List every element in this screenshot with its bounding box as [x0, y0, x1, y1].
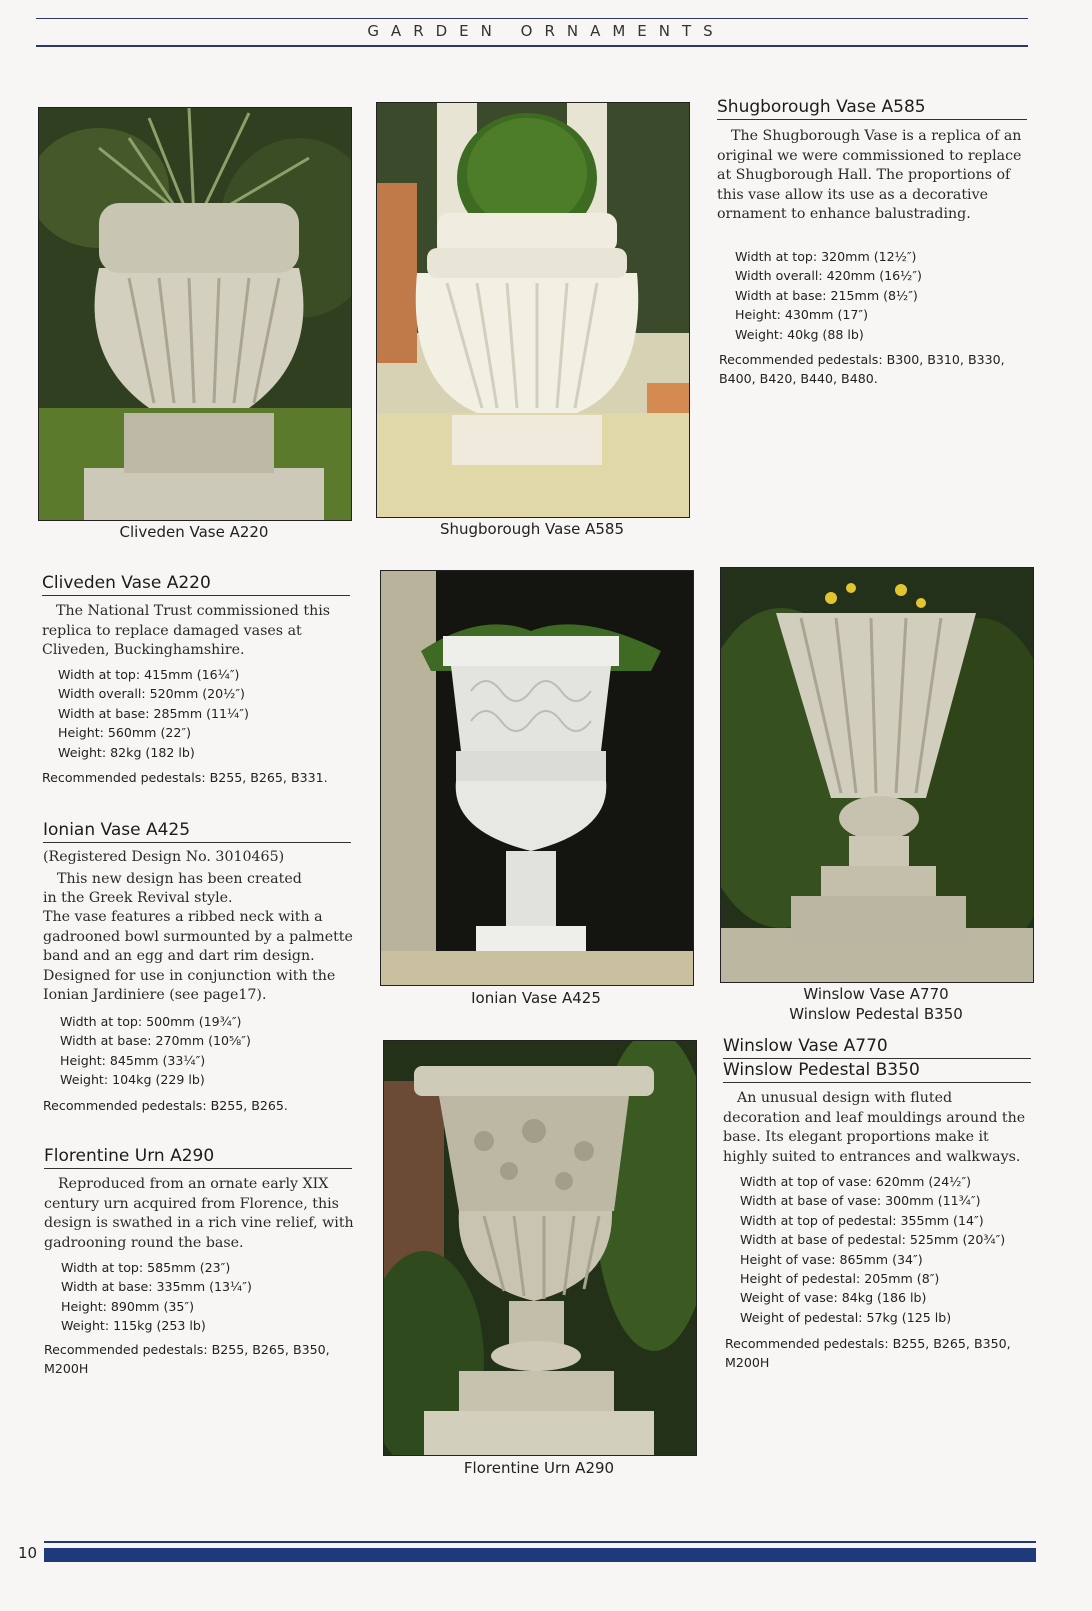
florentine-description: Reproduced from an ornate early XIX century urn acquired from Florence, this design is swathed in a rich vine relief, with gadrooning round the base.: [44, 1176, 354, 1251]
spec-line: Width at base of pedestal: 525mm (20¾″): [740, 1232, 1006, 1248]
spec-line: Width at top: 585mm (23″): [61, 1260, 231, 1275]
footer-bar: [44, 1548, 1036, 1562]
florentine-specs: [61, 1258, 252, 1336]
page-number: 10: [18, 1544, 38, 1562]
ionian-description: The vase features a ribbed neck with a gadrooned bowl surmounted by a palmette band and an egg and dart rim design. Designed for use in conjunction with the Ionian Jardiniere (see page17).: [43, 909, 353, 1003]
winslow-vase-title: Winslow Vase A770: [723, 1036, 1031, 1059]
spec-line: Width at top: 320mm (12½″): [735, 249, 917, 264]
spec-line: Width at base of vase: 300mm (11¾″): [740, 1193, 981, 1209]
cliveden-photo-caption: Cliveden Vase A220: [119, 523, 269, 541]
spec-line: Width at top: 500mm (19¾″): [60, 1014, 242, 1029]
ionian-registered-design: (Registered Design No. 3010465): [43, 849, 285, 865]
spec-line: Width at base: 335mm (13¼″): [61, 1279, 252, 1295]
spec-line: Width overall: 420mm (16½″): [735, 268, 922, 284]
cliveden-specs: [58, 665, 249, 762]
cliveden-title: Cliveden Vase A220: [42, 573, 350, 596]
spec-line: Width at base: 285mm (11¼″): [58, 705, 249, 721]
ionian-description-line1: This new design has been created: [57, 871, 302, 887]
ionian-description-line2: in the Greek Revival style.: [43, 890, 233, 906]
florentine-title: Florentine Urn A290: [44, 1146, 352, 1169]
winslow-pedestal-title: Winslow Pedestal B350: [723, 1060, 1031, 1083]
shugborough-description: The Shugborough Vase is a replica of an original we were commissioned to replace at Shugborough Hall. The proportions of this vase allow its use as a decorative ornament to enhance balustrading.: [717, 128, 1022, 222]
ionian-specs: [60, 1012, 251, 1090]
spec-line: Height of pedestal: 205mm (8″): [740, 1271, 940, 1287]
winslow-caption-line1: Winslow Vase A770: [803, 985, 949, 1003]
spec-line: Height: 845mm (33¼″): [60, 1052, 206, 1068]
spec-line: Height: 560mm (22″): [58, 725, 192, 741]
cliveden-vase-photo: [38, 107, 352, 521]
florentine-recommended-pedestals: Recommended pedestals: B255, B265, B350, M200H: [44, 1342, 330, 1377]
winslow-description: An unusual design with fluted decoration and leaf mouldings around the base. Its elegant proportions make it highly suited to entrances and walkways.: [723, 1090, 1026, 1165]
shugborough-specs: [735, 247, 922, 344]
header-rule-bottom: [36, 45, 1028, 47]
ionian-photo-caption: Ionian Vase A425: [471, 989, 601, 1007]
spec-line: Width at top of vase: 620mm (24½″): [740, 1174, 972, 1189]
shugborough-title: Shugborough Vase A585: [717, 97, 1027, 120]
ionian-title: Ionian Vase A425: [43, 820, 351, 843]
page-header-title: GARDEN ORNAMENTS: [367, 22, 725, 40]
header-rule-top: [36, 18, 1028, 19]
spec-line: Height: 890mm (35″): [61, 1298, 195, 1314]
spec-line: Weight: 40kg (88 lb): [735, 326, 864, 342]
spec-line: Width at top of pedestal: 355mm (14″): [740, 1212, 984, 1228]
winslow-recommended-pedestals: Recommended pedestals: B255, B265, B350, M200H: [725, 1336, 1011, 1371]
ionian-vase-photo: [380, 570, 694, 986]
winslow-caption-line2: Winslow Pedestal B350: [789, 1005, 963, 1023]
spec-line: Width overall: 520mm (20½″): [58, 686, 245, 702]
spec-line: Height: 430mm (17″): [735, 307, 869, 323]
spec-line: Weight of vase: 84kg (186 lb): [740, 1290, 927, 1306]
spec-line: Weight: 104kg (229 lb): [60, 1072, 205, 1088]
footer-rule: [44, 1541, 1036, 1543]
spec-line: Weight of pedestal: 57kg (125 lb): [740, 1309, 952, 1325]
cliveden-description: The National Trust commissioned this replica to replace damaged vases at Cliveden, Buckinghamshire.: [42, 603, 331, 658]
shugborough-vase-photo: [376, 102, 690, 518]
spec-line: Weight: 82kg (182 lb): [58, 744, 195, 760]
winslow-photo-caption: [720, 984, 1032, 1024]
winslow-vase-photo: [720, 567, 1034, 983]
spec-line: Width at base: 215mm (8½″): [735, 287, 918, 303]
spec-line: Height of vase: 865mm (34″): [740, 1251, 923, 1267]
shugborough-photo-caption: Shugborough Vase A585: [439, 520, 625, 538]
cliveden-recommended-pedestals: Recommended pedestals: B255, B265, B331.: [42, 770, 328, 785]
spec-line: Width at base: 270mm (10⅝″): [60, 1033, 251, 1049]
spec-line: Weight: 115kg (253 lb): [61, 1318, 206, 1334]
spec-line: Width at top: 415mm (16¼″): [58, 667, 240, 682]
florentine-photo-caption: Florentine Urn A290: [463, 1459, 615, 1477]
ionian-recommended-pedestals: Recommended pedestals: B255, B265.: [43, 1098, 288, 1113]
florentine-urn-photo: [383, 1040, 697, 1456]
winslow-specs: [740, 1172, 1005, 1327]
shugborough-recommended-pedestals: Recommended pedestals: B300, B310, B330, B400, B420, B440, B480.: [719, 352, 1005, 387]
